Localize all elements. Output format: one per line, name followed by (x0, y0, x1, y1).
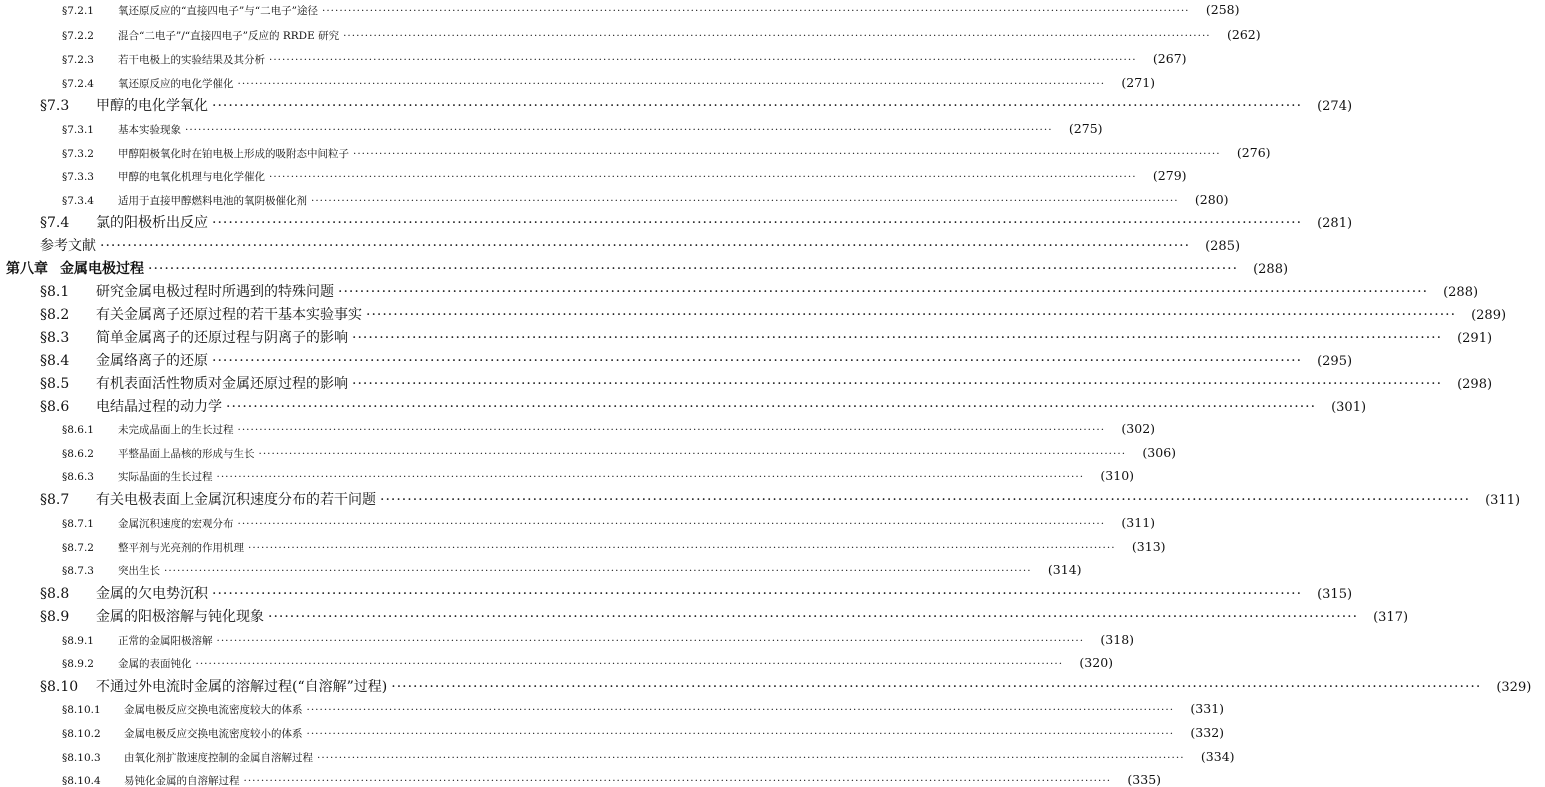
toc-page-number: (332) (1190, 725, 1225, 740)
toc-dot-leader: ········································································································································································································ (243, 775, 1112, 787)
toc-dot-leader: ········································································································································································································ (306, 728, 1175, 740)
toc-entry (0, 701, 1225, 716)
toc-page-number: (306) (1142, 445, 1177, 460)
toc-entry (0, 238, 1241, 254)
toc-page-number: (302) (1121, 421, 1156, 436)
toc-dot-leader: ········································································································································································································ (185, 124, 1053, 136)
toc-section-title: 金属络离子的还原 (96, 353, 208, 369)
toc-page-number: (289) (1471, 308, 1507, 323)
toc-section-title: 电结晶过程的动力学 (96, 399, 222, 415)
toc-section-number: §8.6.1 (62, 424, 94, 436)
toc-entry (0, 609, 1409, 625)
toc-entry (0, 75, 1156, 90)
toc-section-number: §8.10 (40, 679, 79, 695)
toc-dot-leader: ········································································································································································································ (164, 565, 1032, 577)
toc-dot-leader: ········································································································································································································ (269, 54, 1137, 66)
toc-entry (0, 421, 1156, 436)
toc-entry (0, 679, 1532, 695)
toc-dot-leader: ········································································································································································································ (321, 5, 1190, 17)
toc-section-number: §7.3.4 (62, 195, 94, 207)
toc-section-number: §8.10.1 (62, 704, 101, 716)
toc-section-number: §8.8 (40, 586, 70, 602)
toc-section-title: 正常的金属阳极溶解 (118, 635, 213, 647)
toc-dot-leader: ········································································································································································································ (311, 195, 1179, 207)
toc-entry (0, 468, 1135, 483)
toc-entry (0, 2, 1240, 17)
toc-page-number: (298) (1457, 377, 1493, 392)
toc-section-title: 由氧化剂扩散速度控制的金属自溶解过程 (124, 752, 313, 764)
toc-dot-leader: ········································································································································································································ (212, 98, 1303, 114)
toc-section-title: 基本实验现象 (118, 124, 181, 136)
toc-page-number: (301) (1331, 400, 1367, 415)
toc-section-title: 有关金属离子还原过程的若干基本实验事实 (96, 307, 362, 323)
toc-section-title: 氧还原反应的电化学催化 (118, 78, 234, 90)
toc-dot-leader: ········································································································································································································ (391, 679, 1482, 695)
toc-section-title: 适用于直接甲醇燃料电池的氧阴极催化剂 (118, 195, 307, 207)
toc-section-number: §8.2 (40, 307, 70, 323)
toc-entry (0, 284, 1479, 300)
toc-page-number: (329) (1496, 680, 1532, 695)
toc-dot-leader: ········································································································································································································ (212, 353, 1303, 369)
toc-entry (0, 215, 1353, 231)
toc-section-title: 平整晶面上晶核的形成与生长 (118, 448, 255, 460)
toc-dot-leader: ········································································································································································································ (343, 30, 1211, 42)
toc-section-title: 金属电极过程 (60, 261, 144, 277)
toc-dot-leader: ········································································································································································································ (352, 376, 1443, 392)
toc-section-title: 突出生长 (118, 565, 160, 577)
toc-dot-leader: ········································································································································································································ (237, 78, 1106, 90)
toc-section-title: 参考文献 (40, 238, 96, 254)
toc-section-number: §8.9.2 (62, 658, 94, 670)
toc-section-number: §7.3.2 (62, 148, 94, 160)
toc-section-title: 甲醇阳极氧化时在铂电极上形成的吸附态中间粒子 (118, 148, 349, 160)
toc-section-number: §8.9 (40, 609, 70, 625)
toc-dot-leader: ········································································································································································································ (226, 399, 1317, 415)
toc-page-number: (331) (1190, 701, 1225, 716)
toc-entry (0, 168, 1187, 183)
toc-dot-leader: ········································································································································································································ (212, 586, 1303, 602)
toc-section-title: 易钝化金属的自溶解过程 (124, 775, 240, 787)
toc-entry (0, 145, 1271, 160)
toc-page-number: (295) (1317, 354, 1353, 369)
toc-page-number: (311) (1485, 493, 1521, 508)
toc-entry (0, 655, 1114, 670)
toc-section-title: 金属的表面钝化 (118, 658, 192, 670)
toc-page-number: (279) (1152, 168, 1187, 183)
toc-page-number: (267) (1152, 51, 1187, 66)
toc-dot-leader: ········································································································································································································ (268, 609, 1359, 625)
toc-dot-leader: ········································································································································································································ (237, 424, 1106, 436)
toc-page-number: (285) (1205, 239, 1241, 254)
toc-entry (0, 399, 1367, 415)
toc-entry (0, 192, 1229, 207)
toc-page-number: (315) (1317, 587, 1353, 602)
toc-page-number: (288) (1253, 262, 1289, 277)
toc-dot-leader: ········································································································································································································ (195, 658, 1064, 670)
toc-entry (0, 376, 1493, 392)
toc-page-number: (280) (1194, 192, 1229, 207)
toc-dot-leader: ········································································································································································································ (216, 471, 1085, 483)
toc-section-number: §8.7.2 (62, 542, 94, 554)
toc-section-number: §8.10.2 (62, 728, 101, 740)
toc-section-number: §7.3 (40, 98, 70, 114)
toc-page-number: (318) (1100, 632, 1135, 647)
toc-section-title: 未完成晶面上的生长过程 (118, 424, 234, 436)
toc-entry (0, 51, 1187, 66)
toc-section-number: §8.7.1 (62, 518, 94, 530)
toc-section-number: §8.7.3 (62, 565, 94, 577)
toc-section-number: §8.4 (40, 353, 70, 369)
toc-dot-leader: ········································································································································································································ (148, 261, 1239, 277)
toc-dot-leader: ········································································································································································································ (306, 704, 1175, 716)
toc-section-number: §7.2.4 (62, 78, 94, 90)
toc-entry (0, 539, 1166, 554)
toc-entry (0, 725, 1225, 740)
toc-section-number: §8.3 (40, 330, 70, 346)
toc-entry (0, 445, 1177, 460)
toc-section-title: 金属沉积速度的宏观分布 (118, 518, 234, 530)
toc-page-number: (281) (1317, 216, 1353, 231)
toc-section-number: §8.10.3 (62, 752, 101, 764)
toc-entry (0, 98, 1353, 114)
toc-section-title: 氧还原反应的“直接四电子”与“二电子”途径 (118, 5, 318, 17)
toc-page-number: (313) (1131, 539, 1166, 554)
toc-section-title: 实际晶面的生长过程 (118, 471, 213, 483)
toc-dot-leader: ········································································································································································································ (380, 492, 1471, 508)
toc-page-number: (275) (1068, 121, 1103, 136)
toc-page-number: (291) (1457, 331, 1493, 346)
toc-dot-leader: ········································································································································································································ (237, 518, 1106, 530)
toc-dot-leader: ········································································································································································································ (366, 307, 1457, 323)
toc-section-title: 金属电极反应交换电流密度较小的体系 (124, 728, 303, 740)
toc-dot-leader: ········································································································································································································ (269, 171, 1137, 183)
toc-section-title: 金属电极反应交换电流密度较大的体系 (124, 704, 303, 716)
toc-entry (0, 353, 1353, 369)
toc-entry (0, 330, 1493, 346)
toc-dot-leader: ········································································································································································································ (338, 284, 1429, 300)
toc-section-number: §8.6 (40, 399, 70, 415)
toc-section-title: 不通过外电流时金属的溶解过程(“自溶解”过程) (96, 679, 388, 695)
toc-entry (0, 586, 1353, 602)
toc-page-number: (335) (1127, 772, 1162, 787)
toc-entry (0, 562, 1082, 577)
toc-section-title: 若干电极上的实验结果及其分析 (118, 54, 265, 66)
toc-page-number: (320) (1079, 655, 1114, 670)
toc-page-number: (271) (1121, 75, 1156, 90)
toc-section-title: 有关电极表面上金属沉积速度分布的若干问题 (96, 492, 376, 508)
toc-page-number: (258) (1205, 2, 1240, 17)
toc-section-title: 研究金属电极过程时所遇到的特殊问题 (96, 284, 334, 300)
toc-entry (0, 515, 1156, 530)
toc-dot-leader: ········································································································································································································ (100, 238, 1191, 254)
toc-dot-leader: ········································································································································································································ (353, 148, 1221, 160)
toc-section-title: 金属的阳极溶解与钝化现象 (96, 609, 264, 625)
toc-entry (0, 121, 1103, 136)
toc-section-number: §7.3.1 (62, 124, 94, 136)
toc-section-number: §7.4 (40, 215, 70, 231)
toc-page-number: (317) (1373, 610, 1409, 625)
toc-entry (0, 27, 1261, 42)
toc-section-number: §7.2.1 (62, 5, 94, 17)
toc-page-number: (314) (1047, 562, 1082, 577)
toc-entry (0, 749, 1235, 764)
toc-section-number: §8.1 (40, 284, 70, 300)
toc-dot-leader: ········································································································································································································ (352, 330, 1443, 346)
toc-section-title: 整平剂与光亮剂的作用机理 (118, 542, 244, 554)
toc-section-title: 甲醇的电化学氧化 (96, 98, 208, 114)
toc-section-title: 混合“二电子”/“直接四电子”反应的 RRDE 研究 (118, 30, 340, 42)
toc-entry (0, 632, 1135, 647)
toc-section-number: §8.9.1 (62, 635, 94, 647)
toc-section-number: §8.7 (40, 492, 70, 508)
toc-section-title: 金属的欠电势沉积 (96, 586, 208, 602)
toc-section-title: 甲醇的电氧化机理与电化学催化 (118, 171, 265, 183)
toc-section-number: §7.3.3 (62, 171, 94, 183)
toc-section-number: 第八章 (6, 261, 48, 277)
toc-dot-leader: ········································································································································································································ (216, 635, 1085, 647)
toc-page-number: (262) (1227, 27, 1261, 42)
toc-section-title: 简单金属离子的还原过程与阴离子的影响 (96, 330, 348, 346)
toc-dot-leader: ········································································································································································································ (317, 752, 1185, 764)
toc-page-number: (334) (1200, 749, 1235, 764)
toc-page-number: (311) (1121, 515, 1156, 530)
toc-entry (0, 772, 1162, 787)
toc-dot-leader: ········································································································································································································ (248, 542, 1116, 554)
toc-page-number: (288) (1443, 285, 1479, 300)
toc-section-number: §8.6.2 (62, 448, 94, 460)
toc-page-number: (276) (1236, 145, 1271, 160)
toc-section-number: §7.2.2 (62, 30, 94, 42)
toc-section-number: §8.5 (40, 376, 70, 392)
toc-entry (0, 261, 1289, 277)
toc-section-title: 有机表面活性物质对金属还原过程的影响 (96, 376, 348, 392)
toc-section-number: §8.6.3 (62, 471, 94, 483)
toc-page-number: (310) (1100, 468, 1135, 483)
toc-page-number: (274) (1317, 99, 1353, 114)
toc-entry (0, 307, 1507, 323)
toc-dot-leader: ········································································································································································································ (212, 215, 1303, 231)
toc-entry (0, 492, 1521, 508)
toc-section-number: §7.2.3 (62, 54, 94, 66)
toc-section-title: 氯的阳极析出反应 (96, 215, 208, 231)
toc-section-number: §8.10.4 (62, 775, 101, 787)
toc-dot-leader: ········································································································································································································ (258, 448, 1127, 460)
